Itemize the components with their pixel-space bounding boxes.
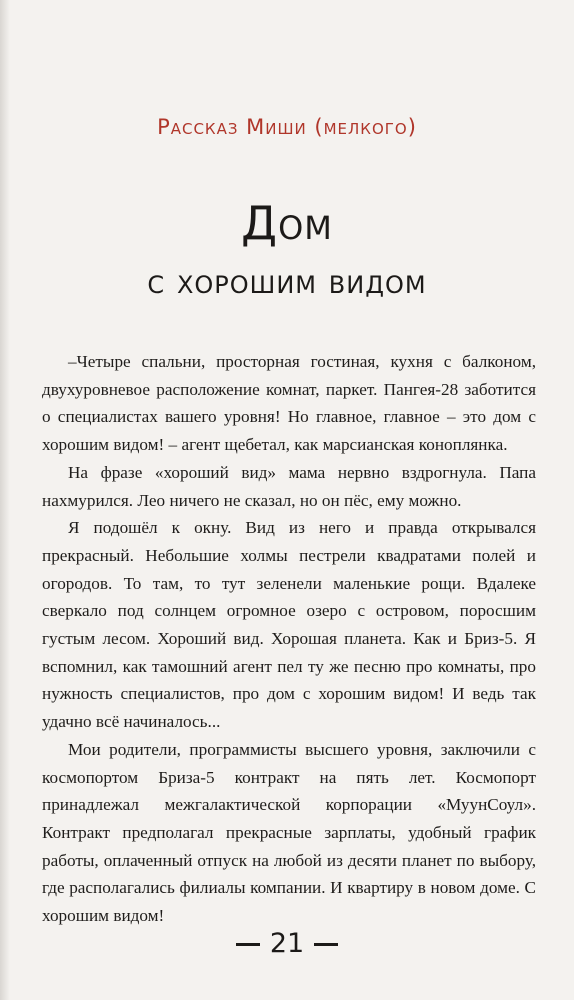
page-binding-shadow xyxy=(0,0,10,1000)
chapter-title-line-1: Дом xyxy=(241,196,333,250)
chapter-title-line-2: с хорошим видом xyxy=(147,262,427,302)
body-text xyxy=(42,348,536,930)
story-label: Рассказ Миши (мелкого) xyxy=(157,115,417,139)
footer-dash-left xyxy=(236,943,260,946)
paragraph: Я подошёл к окну. Вид из него и правда открывался прекрасный. Небольшие холмы пестрели квадратами полей и огородов. То там, то тут зеленели маленькие рощи. Вдалеке сверкало под солнцем огромное озеро с островом, поросшим густым лесом. Хороший вид. Хорошая планета. Как и Бриз-5. Я вспомнил, как тамошний агент пел ту же песню про комнаты, про нужность специалистов, про дом с хорошим видом! И ведь так удачно всё начиналось... xyxy=(42,518,536,732)
page-footer xyxy=(0,928,574,959)
page-number: 21 xyxy=(269,928,305,959)
paragraph: На фразе «хороший вид» мама нервно вздрогнула. Папа нахмурился. Лео ничего не сказал, но он пёс, ему можно. xyxy=(42,462,536,510)
paragraph: Мои родители, программисты высшего уровня, заключили с космопортом Бриза-5 контракт на пять лет. Космопорт принадлежал межгалактической корпорации «МуунСоул». Контракт предполагал прекрасные зарплаты, удобный график работы, оплаченный отпуск на любой из десяти планет по выбору, где располагались филиалы компании. И квартиру в новом доме. С хорошим видом! xyxy=(42,739,536,926)
footer-dash-right xyxy=(314,943,338,946)
paragraph: –Четыре спальни, просторная гостиная, кухня с балконом, двухуровневое расположение комнат, паркет. Пангея-28 заботится о специалистах вашего уровня! Но главное, главное – это дом с хорошим видом! – агент щебетал, как марсианская коноплянка. xyxy=(42,352,536,455)
